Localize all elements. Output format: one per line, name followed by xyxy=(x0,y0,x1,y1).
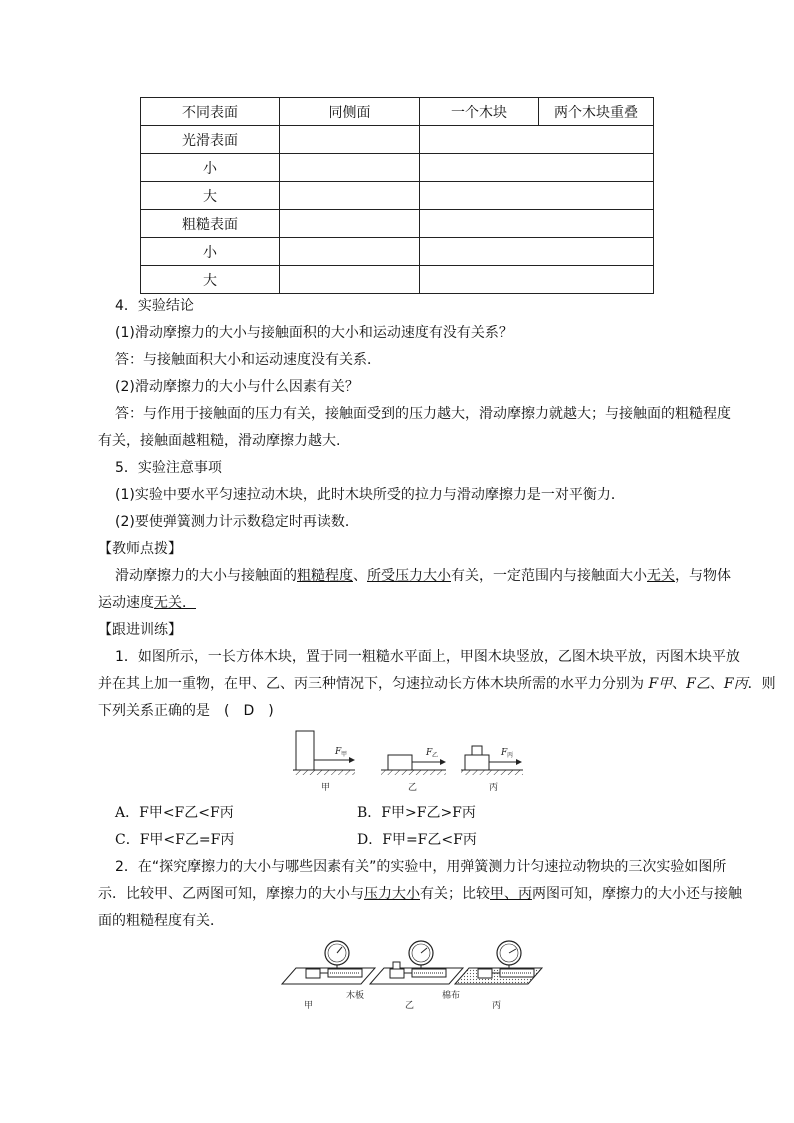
teacher-heading: 【教师点拨】 xyxy=(98,541,182,557)
table-header: 一个木块 xyxy=(420,98,539,126)
table-cell: 大 xyxy=(141,266,280,294)
teacher-line-2: 运动速度无关． xyxy=(98,595,196,611)
ground-hatch xyxy=(381,770,446,775)
table-cell: 粗糙表面 xyxy=(141,210,280,238)
caption-cloth: 棉布 xyxy=(442,991,461,1001)
svg-text:F: F xyxy=(335,747,342,757)
answer-blank: 压力大小 xyxy=(364,886,420,902)
training-heading: 【跟进训练】 xyxy=(98,622,182,638)
ground-hatch xyxy=(293,770,355,775)
option-b: B．F甲>F乙>F丙 xyxy=(357,805,476,821)
block xyxy=(306,969,320,978)
svg-text:甲: 甲 xyxy=(341,751,348,758)
table-row xyxy=(141,266,654,294)
caption-jia: 甲 xyxy=(304,1001,314,1011)
caption-bing: 丙 xyxy=(489,783,499,793)
table-cell: 大 xyxy=(141,182,280,210)
table-row xyxy=(141,182,654,210)
caption-jia: 甲 xyxy=(321,783,331,793)
table-header: 两个木块重叠 xyxy=(539,98,654,126)
figure-blocks xyxy=(293,728,525,800)
option-d: D．F甲=F乙<F丙 xyxy=(357,832,477,848)
ground-hatch xyxy=(461,770,523,775)
table-header: 同侧面 xyxy=(280,98,420,126)
caption-yi: 乙 xyxy=(408,783,418,793)
answer-blank: 无关 xyxy=(647,568,675,584)
q1-line-2: 并在其上加一重物，在甲、乙、丙三种情况下，匀速拉动长方体木块所需的水平力分别为 F甲、F乙、F丙．则 xyxy=(98,676,776,692)
svg-text:丙: 丙 xyxy=(507,752,514,759)
answer-blank: 所受压力大小 xyxy=(367,568,451,584)
answer-blank: 无关． xyxy=(154,595,196,611)
question-2: (2)滑动摩擦力的大小与什么因素有关？ xyxy=(115,379,359,395)
teacher-line-1: 滑动摩擦力的大小与接触面的粗糙程度、所受压力大小有关，一定范围内与接触面大小无关，与物体 xyxy=(115,568,731,584)
caption-bing: 丙 xyxy=(492,1001,502,1011)
answer-2-line-1: 答：与作用于接触面的压力有关，接触面受到的压力越大，滑动摩擦力就越大；与接触面的粗糙程度 xyxy=(115,406,731,422)
block-upright xyxy=(296,731,314,770)
experiment-table xyxy=(140,97,654,294)
svg-text:乙: 乙 xyxy=(432,752,439,759)
answer-2-line-2: 有关，接触面越粗糙，滑动摩擦力越大. xyxy=(98,433,341,449)
table-row xyxy=(141,126,654,154)
option-a: A．F甲<F乙<F丙 xyxy=(115,805,234,821)
q2-line-2: 示．比较甲、乙两图可知，摩擦力的大小与压力大小有关；比较甲、丙两图可知，摩擦力的大小还与接触 xyxy=(98,886,742,902)
figure-spring-scales xyxy=(280,936,545,1014)
caption-yi: 乙 xyxy=(405,1001,415,1011)
note-1: (1)实验中要水平匀速拉动木块，此时木块所受的拉力与滑动摩擦力是一对平衡力． xyxy=(115,487,625,503)
option-c: C．F甲<F乙=F丙 xyxy=(115,832,235,848)
table-cell: 光滑表面 xyxy=(141,126,280,154)
block-flat xyxy=(388,755,412,770)
weight xyxy=(393,962,400,969)
answer-blank: 粗糙程度 xyxy=(297,568,353,584)
table-row xyxy=(141,154,654,182)
weight xyxy=(472,746,482,755)
table-cell: 小 xyxy=(141,238,280,266)
force-label: F甲 xyxy=(648,676,673,692)
q1-line-3: 下列关系正确的是 ( D ) xyxy=(98,703,274,719)
force-label: F丙 xyxy=(723,676,748,692)
force-label: F乙 xyxy=(686,676,710,692)
question-1: (1)滑动摩擦力的大小与接触面积的大小和运动速度有没有关系？ xyxy=(115,325,513,341)
section-5-title: 5．实验注意事项 xyxy=(115,460,222,476)
q2-line-1: 2．在“探究摩擦力的大小与哪些因素有关”的实验中，用弹簧测力计匀速拉动物块的三次实验如图所 xyxy=(115,859,727,875)
answer-1: 答：与接触面积大小和运动速度没有关系． xyxy=(115,352,381,368)
svg-text:F: F xyxy=(501,748,508,758)
table-header: 不同表面 xyxy=(141,98,280,126)
table-row xyxy=(141,238,654,266)
q1-line-1: 1．如图所示，一长方体木块，置于同一粗糙水平面上，甲图木块竖放，乙图木块平放，丙图木块平放 xyxy=(115,649,740,665)
section-4-title: 4．实验结论 xyxy=(115,298,194,314)
table-row xyxy=(141,210,654,238)
svg-text:F: F xyxy=(426,748,433,758)
table-cell: 小 xyxy=(141,154,280,182)
note-2: (2)要使弹簧测力计示数稳定时再读数． xyxy=(115,514,359,530)
answer-blank: 甲、丙 xyxy=(490,886,532,902)
table-header-row xyxy=(141,98,654,126)
block xyxy=(390,969,404,978)
block xyxy=(478,969,492,978)
caption-board: 木板 xyxy=(346,991,365,1001)
block-flat-with-weight xyxy=(465,755,489,770)
q2-line-3: 面的粗糙程度有关． xyxy=(98,913,224,929)
